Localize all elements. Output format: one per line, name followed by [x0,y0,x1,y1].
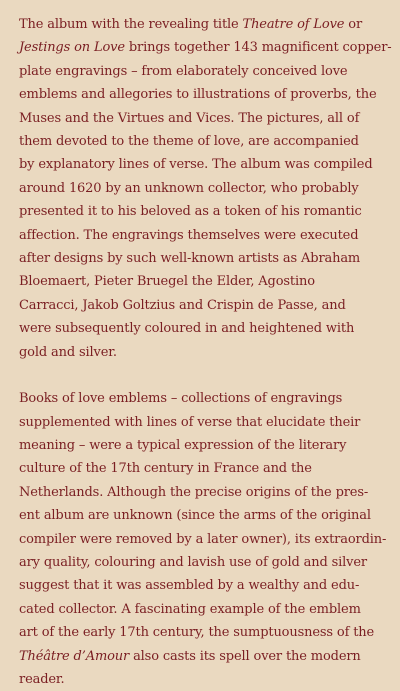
italic-title-theatre-of-love: Theatre of Love [242,17,345,32]
text-line: suggest that it was assembled by a wealthy and edu- [19,578,360,594]
text-line: affection. The engravings themselves were executed [19,227,359,243]
text-line: art of the early 17th century, the sumptuousness of the [19,625,375,641]
text-line: Muses and the Virtues and Vices. The pictures, all of [19,110,360,126]
text-line [19,13,386,36]
text-line: compiler were removed by a later owner), its extraordin- [19,531,387,547]
text-line: around 1620 by an unknown collector, who probably [19,180,359,196]
text-line: meaning – were a typical expression of the literary [19,437,347,453]
text-line: them devoted to the theme of love, are accompanied [19,134,359,150]
text-line: Netherlands. Although the precise origins of the pres- [19,484,369,500]
text-line: ent album are unknown (since the arms of the original [19,508,371,524]
text-line: Carracci, Jakob Goltzius and Crispin de Passe, and [19,297,346,313]
text-line: supplemented with lines of verse that elucidate their [19,414,361,430]
paragraph-spacer [19,364,386,387]
text-line: culture of the 17th century in France and the [19,461,312,477]
text-line: cated collector. A fascinating example of the emblem [19,601,361,617]
paragraph-2 [19,387,386,691]
italic-title-jestings-on-love: Jestings on Love [19,40,125,56]
text-line: were subsequently coloured in and heightened with [19,321,355,337]
text-run: brings together 143 magnificent copper- [124,40,392,56]
text-line: presented it to his beloved as a token of his romantic [19,204,362,220]
text-line: after designs by such well-known artists as Abraham [19,251,361,267]
text-line: ary quality, colouring and lavish use of gold and silver [19,554,367,570]
text-line: emblems and allegories to illustrations of proverbs, the [19,87,377,103]
text-line: Books of love emblems – collections of engravings [19,391,343,407]
text-line [19,645,386,668]
text-line: gold and silver. [19,344,117,360]
paragraph-1 [19,13,392,364]
text-run: or [344,17,363,32]
text-line: reader. [19,671,65,687]
text-line: Bloemaert, Pieter Bruegel the Elder, Agostino [19,274,315,290]
text-run: also casts its spell over the modern [129,648,361,664]
text-line [19,36,392,59]
text-line: by explanatory lines of verse. The album was compiled [19,157,373,173]
text-run: The album with the revealing title [19,17,243,32]
text-line: plate engravings – from elaborately conceived love [19,63,348,79]
italic-title-theatre-d-amour: Théâtre d’Amour [19,648,130,664]
